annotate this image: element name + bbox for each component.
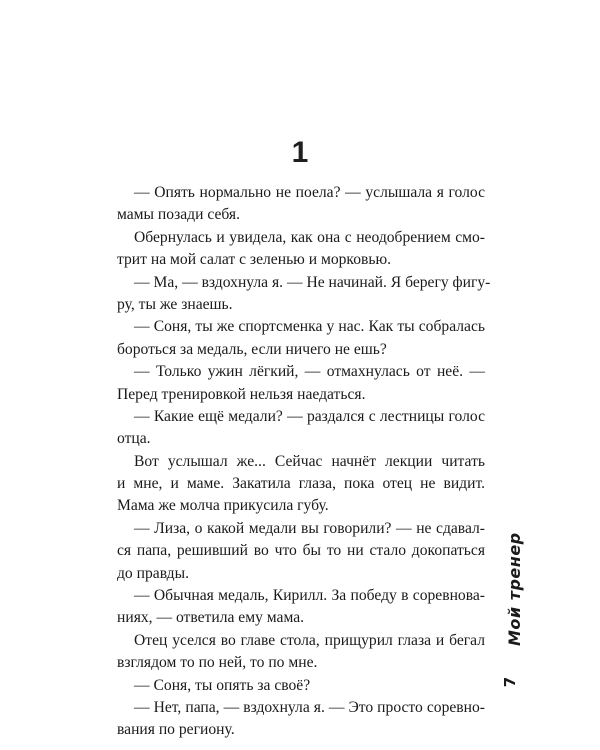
text-line: ся папа, решивший во что бы то ни стало докопаться	[117, 542, 485, 560]
text-line: и мне, и маме. Закатила глаза, пока отец не видит.	[117, 475, 485, 493]
text-line: отца.	[117, 430, 151, 448]
text-line: мамы позади себя.	[117, 206, 240, 224]
text-line: — Нет, папа, — вздохнула я. — Это просто соревно-	[134, 698, 485, 716]
text-line: бороться за медаль, если ничего не ешь?	[117, 340, 387, 358]
text-line: Вот услышал же... Сейчас начнёт лекции читать	[134, 452, 485, 470]
text-line: — Лиза, о какой медали вы говорили? — не сдавал-	[134, 519, 485, 537]
text-line: взглядом то по ней, то по мне.	[117, 654, 318, 672]
running-title: Мой тренер	[505, 532, 524, 646]
text-line: — Соня, ты же спортсменка у нас. Как ты собралась	[134, 318, 485, 336]
text-line: Обернулась и увидела, как она с неодобрением смо-	[134, 228, 485, 246]
text-line: — Какие ещё медали? — раздался с лестницы голос	[134, 407, 485, 425]
text-line: — Только ужин лёгкий, — отмахнулась от неё. —	[134, 363, 485, 381]
text-line: ниях, — ответила ему мама.	[117, 609, 305, 627]
text-line: Перед тренировкой нельзя наедаться.	[117, 385, 366, 403]
text-line: Отец уселся во главе стола, прищурил глаза и бегал	[134, 631, 485, 649]
text-line: ру, ты же знаешь.	[117, 295, 233, 313]
text-line: трит на мой салат с зеленью и морковью.	[117, 251, 392, 269]
text-line: Мама же молча прикусила губу.	[117, 497, 329, 515]
text-line: до правды.	[117, 564, 189, 582]
text-line: — Ма, — вздохнула я. — Не начинай. Я берегу фигу-	[134, 273, 491, 291]
page-number: 7	[501, 676, 519, 688]
text-line: — Соня, ты опять за своё?	[134, 676, 311, 694]
text-line: — Опять нормально не поела? — услышала я голос	[134, 184, 485, 201]
text-line: вания по региону.	[117, 721, 235, 739]
chapter-number: 1	[291, 136, 309, 169]
text-line: — Обычная медаль, Кирилл. За победу в соревнова-	[134, 587, 485, 605]
body-text	[117, 182, 491, 742]
